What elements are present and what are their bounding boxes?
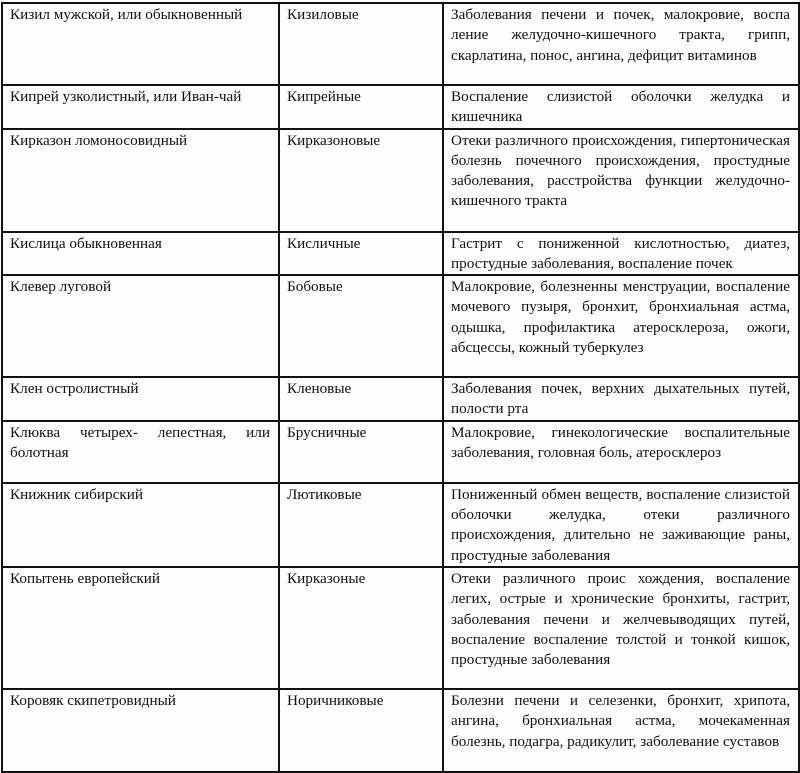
plant-family-cell: Кирказоные (279, 567, 443, 689)
plant-family-cell: Норичниковые (279, 689, 443, 772)
plant-name-cell: Коровяк скипетровидный (2, 689, 279, 772)
table-row (2, 377, 799, 421)
plant-uses-cell: Заболевания почек, верхних дыхательных путей, полости рта (443, 377, 799, 421)
medicinal-plants-table (1, 2, 800, 773)
plant-family-cell: Брусничные (279, 421, 443, 483)
plant-family-cell: Кисличные (279, 232, 443, 276)
plant-name-cell: Кипрей узколистный, или Иван-чай (2, 85, 279, 129)
plant-family-cell: Кипрейные (279, 85, 443, 129)
table-row (2, 421, 799, 483)
plant-uses-cell: Заболевания печени и почек, малокровие, воспа ление желудочно-кишечного тракта, грипп, скарлатина, понос, ангина, дефицит витаминов (443, 3, 799, 85)
plant-uses-cell: Гастрит с пониженной кислотностью, диатез, простудные заболевания, воспаление почек (443, 232, 799, 276)
table-row (2, 232, 799, 276)
plant-name-cell: Клевер луговой (2, 275, 279, 377)
plant-family-cell: Кленовые (279, 377, 443, 421)
plant-uses-cell: Малокровие, гинекологические воспалительные заболевания, головная боль, атеросклероз (443, 421, 799, 483)
table-row (2, 689, 799, 772)
plant-name-cell: Клюква четырех- лепестная, или болотная (2, 421, 279, 483)
plant-uses-cell: Малокровие, болезненны менструации, воспаление мочевого пузыря, бронхит, бронхиальная астма, одышка, профилактика атеросклероза, ожоги, абсцессы, кожный туберкулез (443, 275, 799, 377)
plant-name-cell: Клен остролистный (2, 377, 279, 421)
plant-uses-cell: Отеки различного происхождения, гипертоническая болезнь почечного происхождения, простудные заболевания, расстройства функции желудочно-кишечного тракта (443, 129, 799, 232)
plant-name-cell: Кислица обыкновенная (2, 232, 279, 276)
table-row (2, 129, 799, 232)
plant-name-cell: Книжник сибирский (2, 483, 279, 567)
plant-family-cell: Кизиловые (279, 3, 443, 85)
table-row (2, 483, 799, 567)
plant-uses-cell: Пониженный обмен веществ, воспаление слизистой оболочки желудка, отеки различного происхождения, длительно не заживающие раны, простудные заболевания (443, 483, 799, 567)
table-row (2, 3, 799, 85)
plant-uses-cell: Воспаление слизистой оболочки желудка и кишечника (443, 85, 799, 129)
table-row (2, 567, 799, 689)
table-row (2, 85, 799, 129)
plant-uses-cell: Отеки различного проис хождения, воспаление легих, острые и хронические бронхиты, гастрит, заболевания печени и желчевыводящих путей, воспаление воспаление толстой и тонкой кишок, простудные заболевания (443, 567, 799, 689)
plant-family-cell: Кирказоновые (279, 129, 443, 232)
table-row (2, 275, 799, 377)
plant-family-cell: Лютиковые (279, 483, 443, 567)
plant-name-cell: Кизил мужской, или обыкновенный (2, 3, 279, 85)
plant-uses-cell: Болезни печени и селезенки, бронхит, хрипота, ангина, бронхиальная астма, мочекаменная болезнь, подагра, радикулит, заболевание суставов (443, 689, 799, 772)
plant-family-cell: Бобовые (279, 275, 443, 377)
plant-name-cell: Копытень европейский (2, 567, 279, 689)
plant-name-cell: Кирказон ломоносовидный (2, 129, 279, 232)
